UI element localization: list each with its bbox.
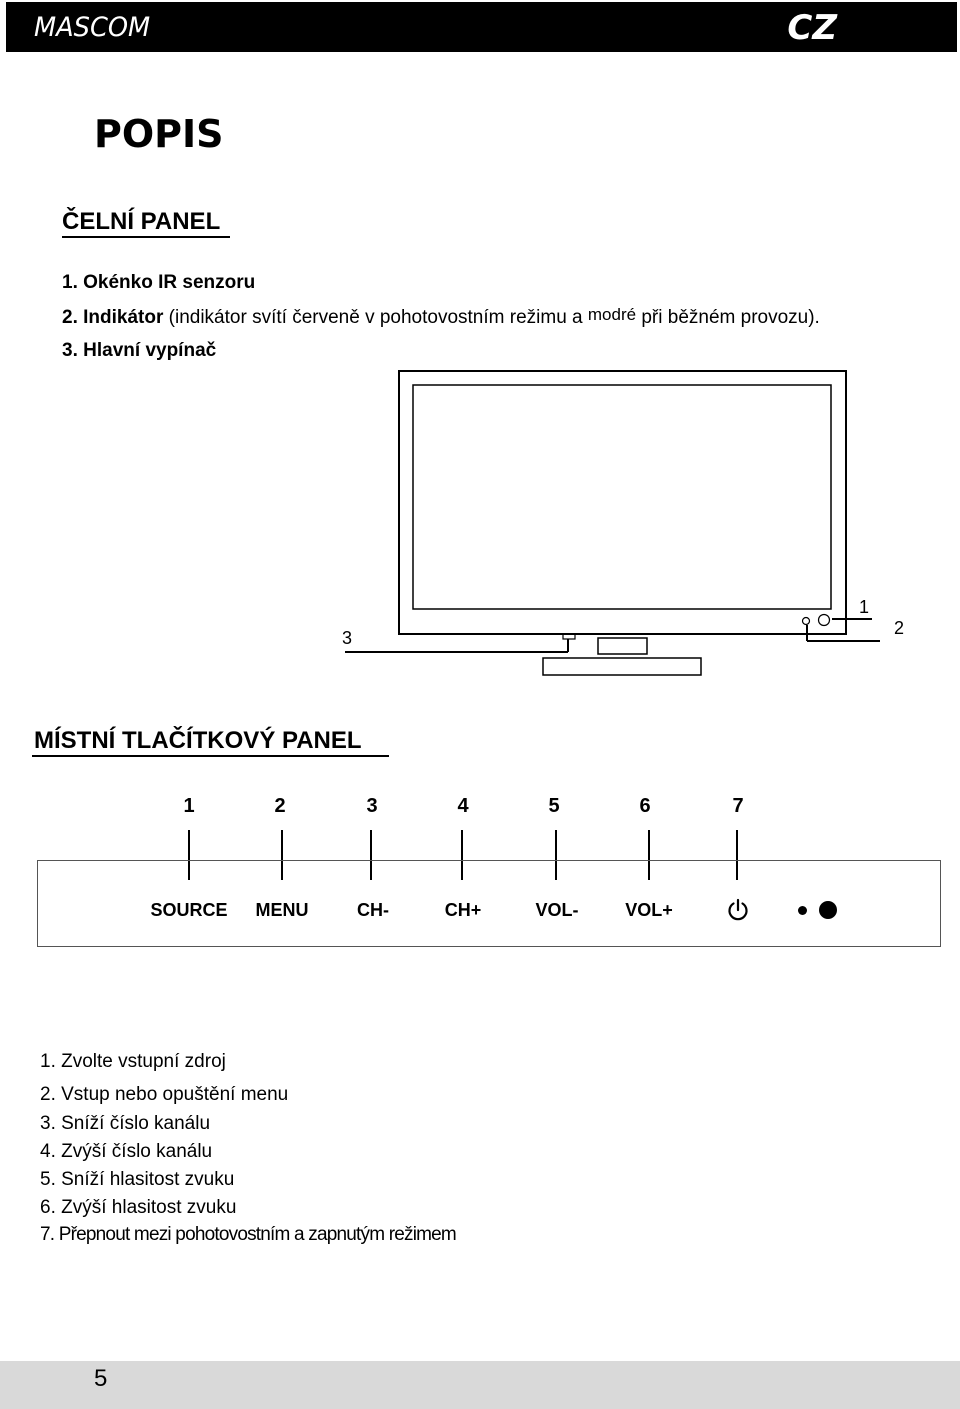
ir-window xyxy=(803,618,810,625)
description-6: 6. Zvýší hlasitost zvuku xyxy=(40,1197,237,1218)
diagram-label-2: 2 xyxy=(894,618,905,638)
page-number: 5 xyxy=(94,1365,108,1392)
diagram-label-1: 1 xyxy=(859,597,870,617)
ch-plus-button[interactable]: CH+ xyxy=(444,900,482,920)
brand-logo: MASCOM xyxy=(34,12,151,43)
indicator-led xyxy=(819,615,830,626)
header-bar xyxy=(6,2,957,52)
panel-number-5: 5 xyxy=(548,795,560,817)
tv-bezel xyxy=(399,371,846,634)
description-2: 2. Vstup nebo opuštění menu xyxy=(40,1084,289,1105)
description-5: 5. Sníží hlasitost zvuku xyxy=(40,1169,235,1190)
page-title: POPIS xyxy=(94,112,224,156)
panel-number-4: 4 xyxy=(457,795,469,817)
tv-screen xyxy=(413,385,831,609)
front-item-1: 1. Okénko IR senzoru xyxy=(62,272,256,293)
ir-sensor-dot-icon xyxy=(798,906,807,915)
front-panel-heading-underline xyxy=(62,236,230,238)
panel-number-2: 2 xyxy=(274,795,286,817)
diagram-label-3: 3 xyxy=(342,628,353,648)
tv-stand-base xyxy=(543,658,701,675)
vol-plus-button[interactable]: VOL+ xyxy=(625,900,673,920)
power-icon[interactable] xyxy=(725,897,751,923)
description-4: 4. Zvýší číslo kanálu xyxy=(40,1141,213,1162)
footer-bar xyxy=(0,1361,960,1409)
front-item-3: 3. Hlavní vypínač xyxy=(62,340,217,361)
local-panel-heading-underline xyxy=(32,755,389,757)
menu-button[interactable]: MENU xyxy=(255,900,309,920)
vol-minus-button[interactable]: VOL- xyxy=(535,900,579,920)
panel-number-1: 1 xyxy=(183,795,195,817)
panel-number-7: 7 xyxy=(732,795,744,817)
panel-number-3: 3 xyxy=(366,795,378,817)
description-7: 7. Přepnout mezi pohotovostním a zapnutým režimem xyxy=(40,1224,456,1245)
ch-minus-button[interactable]: CH- xyxy=(357,900,389,920)
local-panel-heading: MÍSTNÍ TLAČÍTKOVÝ PANEL xyxy=(34,727,362,754)
description-1: 1. Zvolte vstupní zdroj xyxy=(40,1051,226,1072)
source-button[interactable]: SOURCE xyxy=(150,900,228,920)
tv-front-diagram xyxy=(300,360,920,690)
front-item-2: 2. Indikátor (indikátor svítí červeně v pohotovostním režimu a modré při běžném provozu). xyxy=(62,305,820,328)
front-panel-heading: ČELNÍ PANEL xyxy=(62,208,221,235)
indicator-led-icon xyxy=(819,901,837,919)
tv-stand-neck xyxy=(598,638,647,654)
panel-number-6: 6 xyxy=(639,795,651,817)
language-code: CZ xyxy=(787,8,837,48)
description-3: 3. Sníží číslo kanálu xyxy=(40,1113,211,1134)
